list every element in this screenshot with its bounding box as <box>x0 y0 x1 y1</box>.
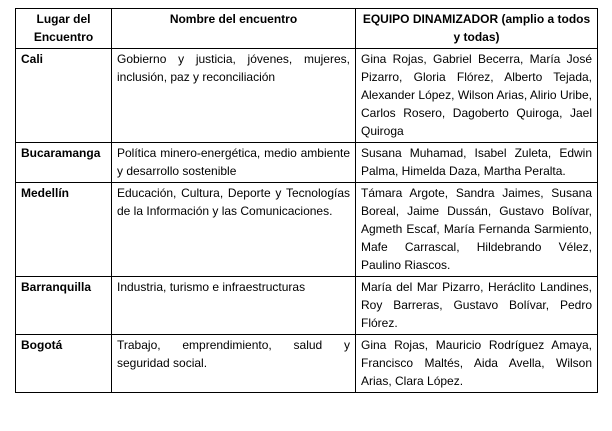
table-row <box>16 143 598 183</box>
row-meeting-name: Trabajo, emprendimiento, salud y seguridad social. <box>112 335 356 393</box>
table-row <box>16 335 598 393</box>
header-place: Lugar del Encuentro <box>16 9 112 49</box>
meetings-table <box>15 8 598 393</box>
table-header-row <box>16 9 598 49</box>
row-meeting-name: Política minero-energética, medio ambiente y desarrollo sostenible <box>112 143 356 183</box>
row-meeting-name: Educación, Cultura, Deporte y Tecnologías de la Información y las Comunicaciones. <box>112 183 356 277</box>
row-place: Cali <box>16 49 112 143</box>
header-team: EQUIPO DINAMIZADOR (amplio a todos y todas) <box>356 9 598 49</box>
table-row <box>16 277 598 335</box>
row-team: Gina Rojas, Mauricio Rodríguez Amaya, Francisco Maltés, Aida Avella, Wilson Arias, Clara López. <box>356 335 598 393</box>
row-place: Bucaramanga <box>16 143 112 183</box>
header-meeting-name: Nombre del encuentro <box>112 9 356 49</box>
row-team: María del Mar Pizarro, Heráclito Landines, Roy Barreras, Gustavo Bolívar, Pedro Flórez. <box>356 277 598 335</box>
table-row <box>16 183 598 277</box>
row-place: Barranquilla <box>16 277 112 335</box>
row-team: Támara Argote, Sandra Jaimes, Susana Boreal, Jaime Dussán, Gustavo Bolívar, Agmeth Escaf, María Fernanda Sarmiento, Mafe Carrascal, Hildebrando Vélez, Paulino Riascos. <box>356 183 598 277</box>
table-row <box>16 49 598 143</box>
row-place: Bogotá <box>16 335 112 393</box>
row-team: Gina Rojas, Gabriel Becerra, María José Pizarro, Gloria Flórez, Alberto Tejada, Alexander López, Wilson Arias, Alirio Uribe, Carlos Rosero, Dagoberto Quiroga, Jael Quiroga <box>356 49 598 143</box>
row-team: Susana Muhamad, Isabel Zuleta, Edwin Palma, Himelda Daza, Martha Peralta. <box>356 143 598 183</box>
row-place: Medellín <box>16 183 112 277</box>
row-meeting-name: Industria, turismo e infraestructuras <box>112 277 356 335</box>
row-meeting-name: Gobierno y justicia, jóvenes, mujeres, inclusión, paz y reconciliación <box>112 49 356 143</box>
